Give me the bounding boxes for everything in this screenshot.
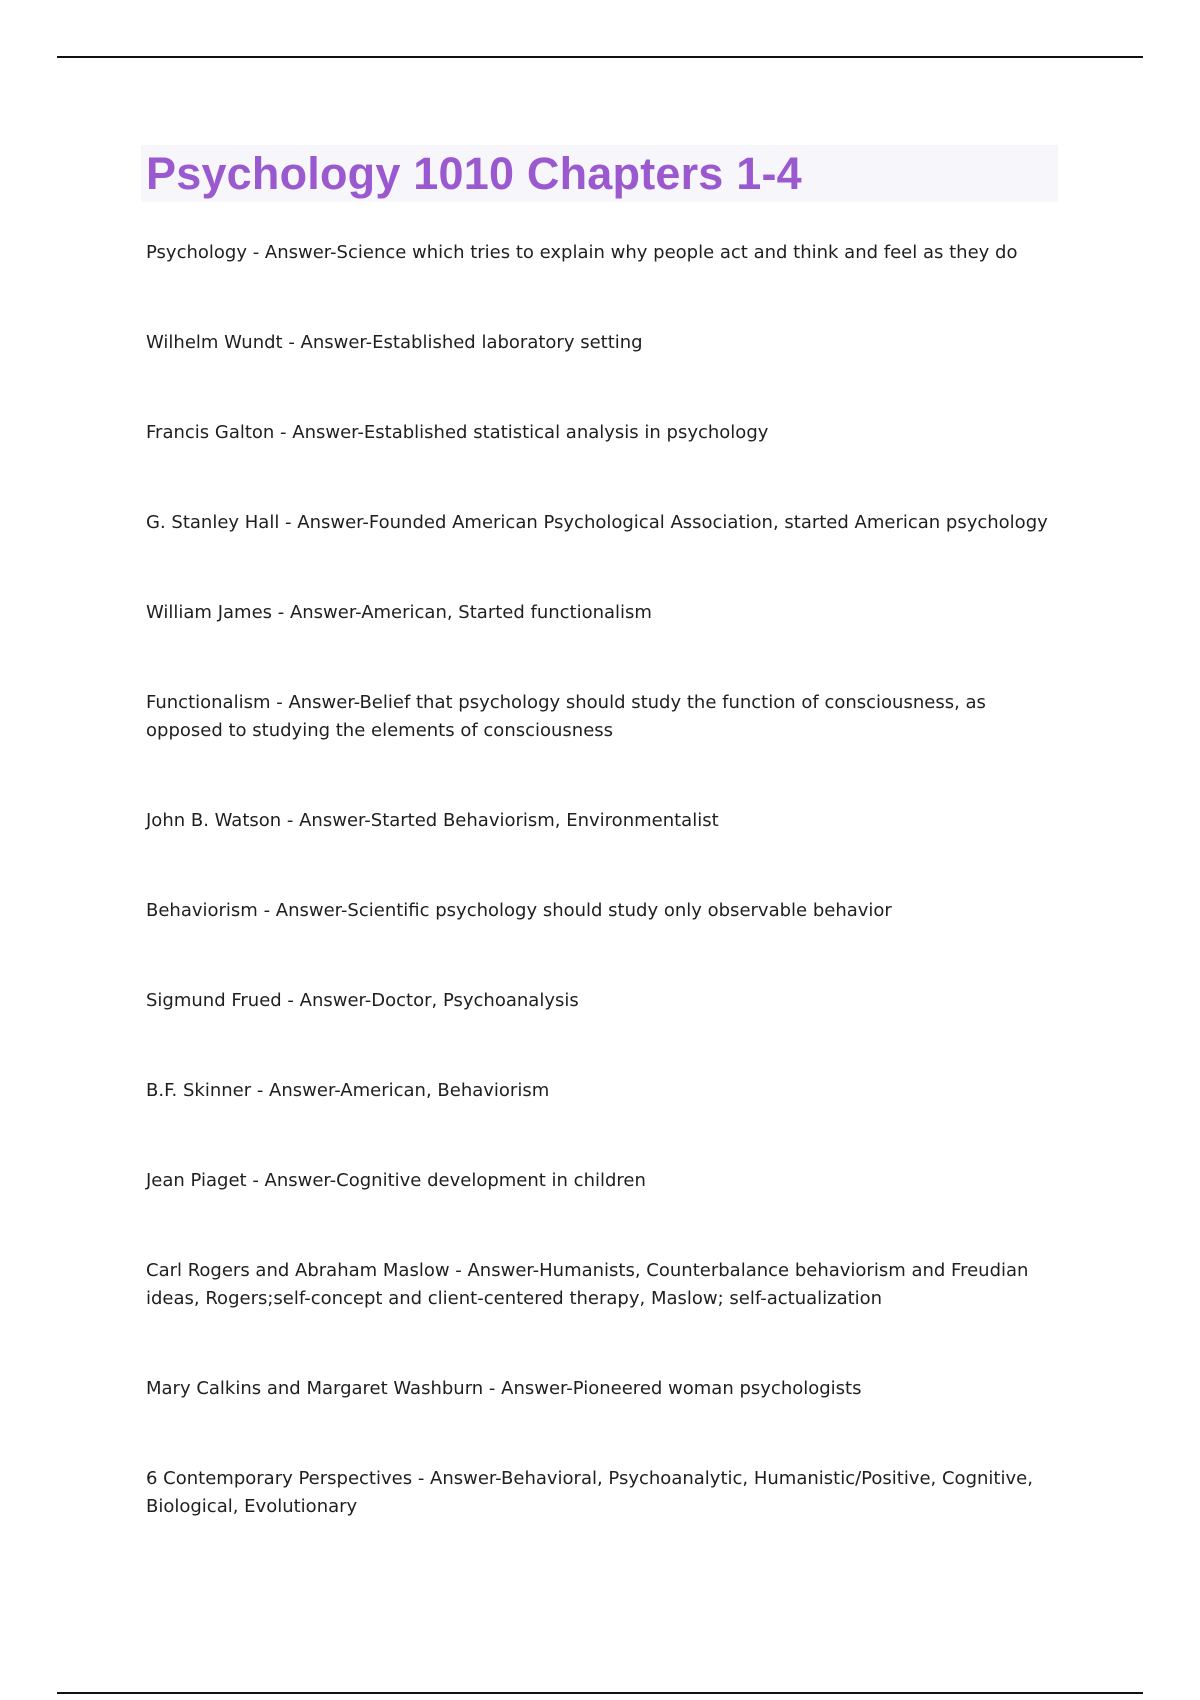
- flashcard-entry: Mary Calkins and Margaret Washburn - Answer-Pioneered woman psychologists: [146, 1378, 862, 1399]
- document-page: [141, 145, 1058, 1583]
- flashcard-entry: Carl Rogers and Abraham Maslow - Answer-Humanists, Counterbalance behaviorism and Freudian ideas, Rogers;self-concept and client-centered therapy, Maslow; self-actualization: [146, 1260, 1029, 1309]
- flashcard-entry: Francis Galton - Answer-Established statistical analysis in psychology: [146, 422, 769, 443]
- flashcard-entry: 6 Contemporary Perspectives - Answer-Behavioral, Psychoanalytic, Humanistic/Positive, Cognitive, Biological, Evolutionary: [146, 1468, 1033, 1517]
- flashcard-entry: John B. Watson - Answer-Started Behaviorism, Environmentalist: [146, 810, 719, 831]
- flashcard-entry: Jean Piaget - Answer-Cognitive development in children: [146, 1170, 646, 1191]
- flashcard-entry: William James - Answer-American, Started functionalism: [146, 602, 652, 623]
- flashcard-entry: Functionalism - Answer-Belief that psychology should study the function of consciousness, as opposed to studying the elements of consciousness: [146, 692, 986, 741]
- flashcard-entry: Behaviorism - Answer-Scientific psychology should study only observable behavior: [146, 900, 892, 921]
- flashcard-entry: Wilhelm Wundt - Answer-Established laboratory setting: [146, 332, 643, 353]
- flashcard-entry: Psychology - Answer-Science which tries to explain why people act and think and feel as they do: [146, 242, 1018, 263]
- footer-rule: [57, 1692, 1143, 1694]
- header-rule: [57, 56, 1143, 58]
- page-title: Psychology 1010 Chapters 1-4: [146, 148, 802, 199]
- flashcard-entry: G. Stanley Hall - Answer-Founded American Psychological Association, started American psychology: [146, 512, 1048, 533]
- flashcard-entry: Sigmund Frued - Answer-Doctor, Psychoanalysis: [146, 990, 579, 1011]
- flashcard-entry: B.F. Skinner - Answer-American, Behaviorism: [146, 1080, 550, 1101]
- title-band: [141, 145, 1058, 202]
- flashcard-list: [141, 239, 1058, 1521]
